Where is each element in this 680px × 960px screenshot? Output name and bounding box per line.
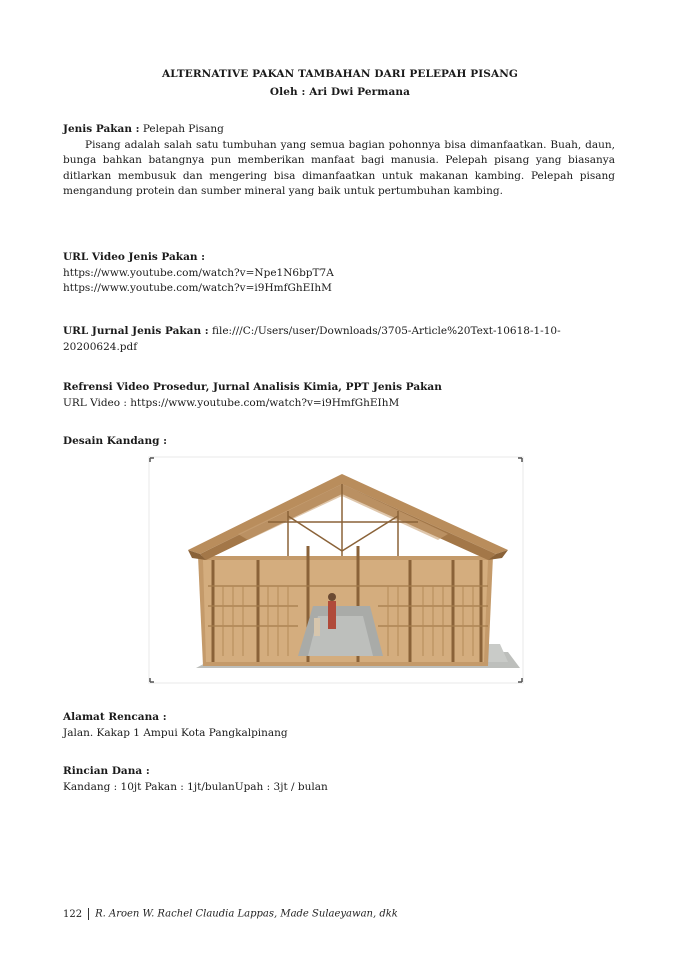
refrensi-section	[63, 380, 615, 411]
refrensi-label: Refrensi Video Prosedur, Jurnal Analisis Kimia, PPT Jenis Pakan	[63, 381, 442, 393]
page-footer	[63, 908, 398, 920]
kandang-illustration	[148, 456, 524, 684]
jenis-pakan-description: Pisang adalah salah satu tumbuhan yang semua bagian pohonnya bisa dimanfaatkan. Buah, daun, bunga bahkan batangnya pun memberikan manfaat bagi manusia. Pelepah pisang yang biasanya ditlarkan membusuk dan mengering bisa dimanfaatkan untuk makanan kambing. Pelepah pisang mengandung protein dan sumber mineral yang baik untuk pertumbuhan kambing.	[63, 138, 615, 197]
rincian-value: Kandang : 10jt Pakan : 1jt/bulanUpah : 3jt / bulan	[63, 780, 328, 793]
url-video-link-1[interactable]: https://www.youtube.com/watch?v=Npe1N6bpT7A	[63, 266, 334, 279]
document-author: Oleh : Ari Dwi Permana	[269, 86, 411, 98]
rincian-section	[63, 764, 615, 795]
footer-divider	[88, 908, 89, 920]
desain-section	[63, 434, 615, 450]
desain-label: Desain Kandang :	[63, 435, 167, 447]
page-number: 122	[63, 908, 83, 920]
kandang-design-image	[148, 456, 524, 684]
refrensi-url-video[interactable]: URL Video : https://www.youtube.com/watch?v=i9HmfGhEIhM	[63, 396, 400, 409]
jenis-pakan-label: Jenis Pakan :	[63, 123, 140, 135]
url-jurnal-label: URL Jurnal Jenis Pakan :	[63, 325, 209, 337]
url-jurnal-section	[63, 324, 615, 355]
url-video-link-2[interactable]: https://www.youtube.com/watch?v=i9HmfGhEIhM	[63, 282, 332, 294]
alamat-section	[63, 710, 615, 741]
document-title: ALTERNATIVE PAKAN TAMBAHAN DARI PELEPAH PISANG	[161, 68, 519, 80]
alamat-label: Alamat Rencana :	[63, 711, 167, 723]
footer-authors: R. Aroen W. Rachel Claudia Lappas, Made Sulaeyawan, dkk	[95, 908, 398, 920]
rincian-label: Rincian Dana :	[63, 765, 150, 777]
jenis-pakan-section	[63, 122, 615, 200]
url-video-label: URL Video Jenis Pakan :	[63, 251, 206, 263]
url-video-section	[63, 250, 615, 297]
url-jurnal-link[interactable]: file:///C:/Users/user/Downloads/3705-Article%20Text-10618-1-10-20200624.pdf	[63, 325, 561, 353]
alamat-value: Jalan. Kakap 1 Ampui Kota Pangkalpinang	[63, 726, 288, 739]
jenis-pakan-value: Pelepah Pisang	[139, 123, 224, 135]
